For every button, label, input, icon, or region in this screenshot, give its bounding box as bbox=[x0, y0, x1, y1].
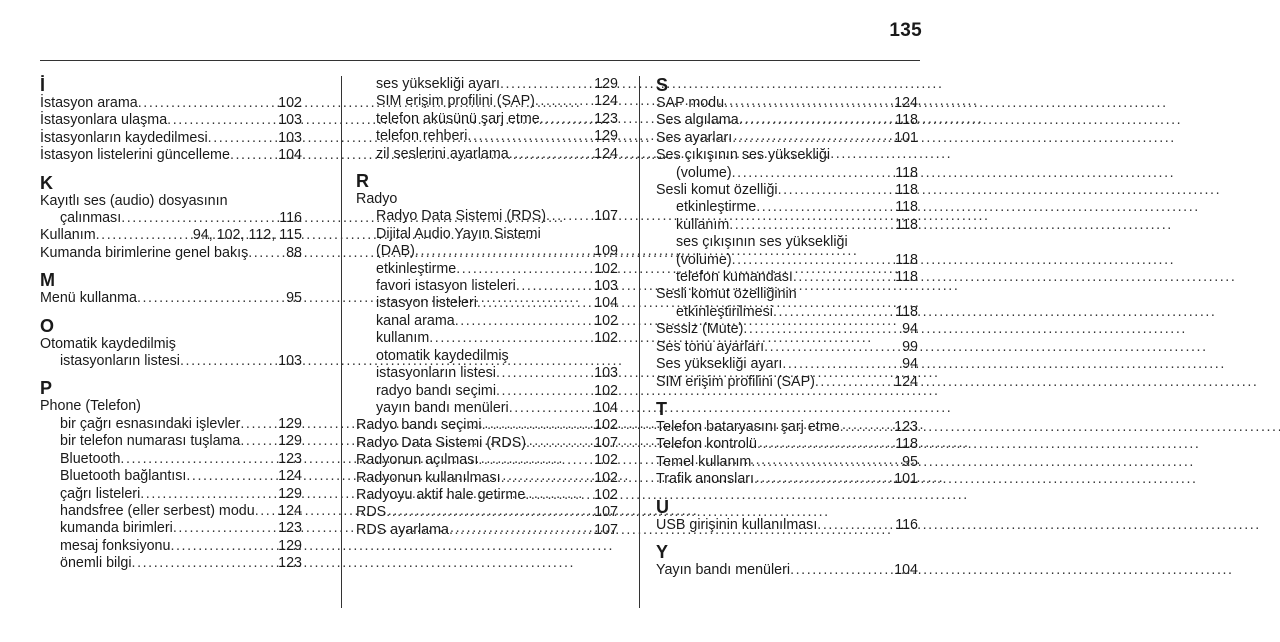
index-letter-heading: U bbox=[656, 496, 669, 517]
index-entry-term: istasyonların listesi bbox=[376, 365, 496, 382]
index-entry-term: Kumanda birimlerine genel bakış bbox=[40, 244, 249, 261]
dot-leader bbox=[132, 555, 278, 572]
index-entry bbox=[656, 217, 918, 234]
dot-leader bbox=[815, 374, 893, 391]
index-entry-term: Sesli komut özelliği bbox=[656, 182, 778, 199]
dot-leader bbox=[255, 503, 277, 520]
index-entry-heading: ses çıkışının ses yüksekliği bbox=[676, 234, 848, 251]
index-entry bbox=[656, 356, 918, 373]
index-entry bbox=[656, 182, 918, 199]
index-entry-heading: Otomatik kaydedilmiş bbox=[40, 335, 176, 352]
index-entry-term: Trafik anonsları bbox=[656, 471, 754, 488]
dot-leader bbox=[455, 313, 593, 330]
index-entry-page: 99 bbox=[902, 338, 918, 355]
index-entry-page: 102 bbox=[594, 382, 618, 399]
index-entry bbox=[356, 243, 618, 260]
dot-leader bbox=[248, 245, 285, 262]
dot-leader bbox=[386, 504, 593, 521]
dot-leader bbox=[170, 538, 277, 555]
dot-leader bbox=[230, 147, 277, 164]
dot-leader bbox=[467, 128, 593, 145]
index-entry-page: 116 bbox=[895, 516, 918, 533]
index-letter-heading: O bbox=[40, 315, 55, 336]
index-entry-page: 129 bbox=[278, 537, 302, 554]
index-entry-term: kullanım bbox=[376, 330, 430, 347]
index-entry-page: 123 bbox=[278, 555, 302, 572]
index-entry bbox=[356, 76, 618, 93]
dot-leader bbox=[756, 199, 894, 216]
index-entry-page: 129 bbox=[278, 433, 302, 450]
index-entry bbox=[40, 520, 302, 537]
index-letter-heading: M bbox=[40, 270, 55, 291]
dot-leader bbox=[793, 269, 894, 286]
dot-leader bbox=[240, 433, 277, 450]
dot-leader bbox=[449, 522, 593, 539]
index-entry bbox=[40, 130, 302, 147]
index-entry-page: 118 bbox=[895, 269, 918, 286]
index-entry-page: 102 bbox=[594, 330, 618, 347]
dot-leader bbox=[167, 112, 277, 129]
index-entry-term: Telefon bataryasını şarj etme bbox=[656, 418, 840, 435]
index-entry bbox=[356, 522, 618, 539]
index-entry-term: Radyo bandı seçimi bbox=[356, 417, 482, 434]
index-entry-page: 118 bbox=[895, 112, 918, 129]
dot-leader bbox=[500, 76, 593, 93]
index-entry bbox=[40, 555, 302, 572]
dot-leader bbox=[754, 471, 893, 488]
index-entry-page: 107 bbox=[594, 208, 618, 225]
index-entry bbox=[656, 321, 918, 338]
index-entry-page: 102 bbox=[594, 452, 618, 469]
index-letter-heading: İ bbox=[40, 75, 46, 95]
dot-leader bbox=[429, 330, 593, 347]
dot-leader bbox=[496, 365, 593, 382]
dot-leader bbox=[137, 290, 285, 307]
index-entry-page: 88 bbox=[286, 244, 302, 261]
dot-leader bbox=[739, 112, 895, 129]
index-entry-page: 109 bbox=[594, 243, 618, 260]
index-entry bbox=[656, 471, 918, 488]
index-entry bbox=[356, 470, 618, 487]
index-entry-term: zil seslerini ayarlama bbox=[376, 145, 509, 162]
index-entry-page: 102 bbox=[594, 417, 618, 434]
dot-leader bbox=[138, 95, 277, 112]
dot-leader bbox=[477, 295, 593, 312]
index-column-3 bbox=[656, 76, 918, 579]
index-entry bbox=[656, 112, 918, 129]
index-entry bbox=[40, 486, 302, 503]
index-entry bbox=[40, 451, 302, 468]
index-entry bbox=[356, 261, 618, 278]
index-entry-term: ses yüksekliği ayarı bbox=[376, 76, 500, 92]
index-entry bbox=[656, 419, 918, 436]
dot-leader bbox=[732, 165, 895, 182]
index-entry bbox=[356, 452, 618, 469]
index-entry-term: Sessiz (Mute) bbox=[656, 321, 744, 338]
index-entry-page: 118 bbox=[895, 199, 918, 216]
index-entry-term: USB girişinin kullanılması bbox=[656, 516, 818, 533]
dot-leader bbox=[732, 252, 895, 269]
index-letter-heading: S bbox=[656, 75, 669, 95]
index-entry-heading: Sesli komut özelliğinin bbox=[656, 286, 797, 303]
dot-leader bbox=[751, 454, 901, 471]
dot-leader bbox=[456, 261, 593, 278]
index-entry bbox=[656, 436, 918, 453]
index-entry-page: 129 bbox=[594, 128, 618, 145]
index-entry-heading: Radyo bbox=[356, 191, 398, 208]
index-letter-heading: P bbox=[40, 378, 53, 399]
dot-leader bbox=[482, 417, 594, 434]
index-entry bbox=[40, 147, 302, 164]
index-entry-term: telefon aküsünü şarj etme bbox=[376, 110, 540, 127]
dot-leader bbox=[121, 210, 278, 227]
index-entry-page: 101 bbox=[894, 471, 918, 488]
index-entry bbox=[656, 454, 918, 471]
index-entry bbox=[356, 365, 618, 382]
index-entry bbox=[40, 245, 302, 262]
dot-leader bbox=[757, 436, 894, 453]
dot-leader bbox=[516, 278, 593, 295]
index-entry bbox=[356, 111, 618, 128]
index-entry-term: Ses yüksekliği ayarı bbox=[656, 356, 783, 373]
index-entry-term: Radyonun kullanılması bbox=[356, 469, 501, 486]
index-entry-page: 107 bbox=[594, 504, 618, 521]
dot-leader bbox=[724, 95, 893, 112]
dot-leader bbox=[546, 208, 593, 225]
index-entry-page: 124 bbox=[894, 95, 918, 111]
index-entry-term: telefon kumandası bbox=[676, 269, 793, 286]
index-entry-heading: Ses çıkışının ses yüksekliği bbox=[656, 147, 831, 164]
index-entry-term: SAP modu bbox=[656, 95, 725, 111]
index-entry-page: 103 bbox=[594, 278, 618, 295]
dot-leader bbox=[732, 130, 893, 147]
index-entry bbox=[356, 400, 618, 417]
index-entry bbox=[656, 130, 918, 147]
dot-leader bbox=[535, 93, 593, 110]
index-entry bbox=[40, 503, 302, 520]
index-entry-page: 123 bbox=[278, 450, 302, 467]
index-entry-term: Radyonun açılması bbox=[356, 452, 479, 469]
index-entry bbox=[656, 165, 918, 182]
index-entry-page: 104 bbox=[278, 147, 302, 164]
index-entry-term: istasyon listeleri bbox=[376, 295, 477, 312]
dot-leader bbox=[501, 470, 594, 487]
index-entry-page: 102 bbox=[594, 312, 618, 329]
index-entry-page: 103 bbox=[278, 353, 302, 370]
index-entry bbox=[656, 374, 918, 391]
index-entry-term: SIM erişim profilini (SAP) bbox=[376, 93, 535, 110]
index-entry-term: Bluetooth bbox=[60, 450, 121, 467]
index-entry-page: 102 bbox=[278, 95, 302, 111]
index-entry-page: 129 bbox=[594, 76, 618, 92]
index-column-1 bbox=[40, 76, 302, 573]
header-rule bbox=[40, 60, 920, 61]
index-entry-term: yayın bandı menüleri bbox=[376, 399, 509, 416]
index-entry-term: İstasyon listelerini güncelleme bbox=[40, 147, 230, 164]
column-separator bbox=[639, 76, 640, 608]
dot-leader bbox=[729, 217, 894, 234]
dot-leader bbox=[778, 182, 895, 199]
index-entry-term: çağrı listeleri bbox=[60, 485, 141, 502]
dot-leader bbox=[840, 419, 894, 436]
index-entry-page: 94, 102, 112, 115 bbox=[192, 227, 302, 244]
index-entry-term: çalınması bbox=[60, 210, 122, 227]
index-entry-term: bir çağrı esnasındaki işlevler bbox=[60, 415, 241, 432]
index-column-2 bbox=[356, 76, 618, 539]
dot-leader bbox=[96, 227, 192, 244]
index-entry bbox=[356, 146, 618, 163]
index-entry bbox=[40, 290, 302, 307]
index-entry-page: 102 bbox=[594, 260, 618, 277]
index-entry-page: 123 bbox=[278, 520, 302, 537]
dot-leader bbox=[240, 416, 277, 433]
index-entry-term: favori istasyon listeleri bbox=[376, 278, 516, 295]
index-entry bbox=[356, 383, 618, 400]
index-entry-heading: Phone (Telefon) bbox=[40, 398, 141, 415]
index-entry-page: 94 bbox=[902, 321, 918, 338]
index-entry bbox=[40, 416, 302, 433]
index-entry bbox=[356, 93, 618, 110]
index-entry-term: etkinleştirme bbox=[676, 199, 757, 216]
index-entry-term: radyo bandı seçimi bbox=[376, 382, 496, 399]
index-entry bbox=[40, 433, 302, 450]
index-entry bbox=[356, 330, 618, 347]
index-entry bbox=[356, 313, 618, 330]
index-entry bbox=[356, 295, 618, 312]
index-entry bbox=[656, 252, 918, 269]
index-entry-page: 103 bbox=[278, 112, 302, 129]
index-entry-page: 124 bbox=[594, 93, 618, 110]
index-entry-term: Telefon kontrolü bbox=[656, 436, 757, 453]
index-entry-page: 94 bbox=[902, 356, 918, 373]
index-entry bbox=[356, 208, 618, 225]
index-entry-page: 104 bbox=[594, 295, 618, 312]
index-entry-term: Menü kullanma bbox=[40, 290, 137, 307]
index-entry-term: Ses algılama bbox=[656, 112, 739, 129]
index-entry-page: 129 bbox=[278, 415, 302, 432]
index-letter-heading: T bbox=[656, 398, 667, 419]
index-entry-page: 95 bbox=[902, 453, 918, 470]
index-entry-page: 118 bbox=[895, 251, 918, 268]
dot-leader bbox=[817, 517, 894, 534]
index-entry-heading: Kayıtlı ses (audio) dosyasının bbox=[40, 192, 228, 209]
index-entry-page: 102 bbox=[594, 469, 618, 486]
dot-leader bbox=[186, 468, 277, 485]
index-entry-term: (DAB) bbox=[376, 243, 415, 260]
index-entry-page: 101 bbox=[894, 129, 918, 146]
dot-leader bbox=[509, 146, 593, 163]
index-entry-term: İstasyonların kaydedilmesi bbox=[40, 129, 208, 146]
index-entry-term: İstasyon arama bbox=[40, 95, 138, 111]
index-entry bbox=[40, 112, 302, 129]
dot-leader bbox=[140, 486, 277, 503]
index-entry-page: 124 bbox=[278, 468, 302, 485]
index-entry-term: Ses ayarları bbox=[656, 129, 733, 146]
index-entry bbox=[656, 95, 918, 112]
index-entry-heading: otomatik kaydedilmiş bbox=[376, 347, 509, 364]
dot-leader bbox=[478, 452, 593, 469]
dot-leader bbox=[540, 111, 593, 128]
column-separator bbox=[341, 76, 342, 608]
dot-leader bbox=[496, 383, 593, 400]
index-entry bbox=[656, 199, 918, 216]
dot-leader bbox=[415, 243, 593, 260]
index-entry-page: 116 bbox=[279, 210, 302, 227]
index-entry-page: 104 bbox=[594, 399, 618, 416]
index-entry-term: Yayın bandı menüleri bbox=[656, 561, 791, 578]
index-entry-page: 118 bbox=[895, 182, 918, 199]
index-entry-heading: Dijital Audio Yayın Sistemi bbox=[376, 225, 541, 242]
index-entry-term: (volume) bbox=[676, 164, 732, 181]
index-entry-page: 107 bbox=[594, 521, 618, 538]
index-entry-page: 104 bbox=[894, 561, 918, 578]
index-entry-page: 124 bbox=[278, 502, 302, 519]
index-entry-term: istasyonların listesi bbox=[60, 353, 180, 370]
index-entry-term: Radyo Data Sistemi (RDS) bbox=[356, 434, 527, 451]
page-number: 135 bbox=[889, 20, 922, 41]
index-entry-page: 95 bbox=[286, 290, 302, 307]
index-entry-page: 103 bbox=[594, 365, 618, 382]
index-entry bbox=[356, 128, 618, 145]
index-letter-heading: K bbox=[40, 172, 53, 193]
index-entry-term: RDS ayarlama bbox=[356, 521, 449, 538]
index-entry-page: 124 bbox=[894, 373, 918, 390]
index-entry-term: kanal arama bbox=[376, 312, 455, 329]
index-entry bbox=[356, 417, 618, 434]
index-entry-term: Radyo Data Sistemi (RDS) bbox=[376, 208, 547, 225]
index-entry bbox=[356, 435, 618, 452]
dot-leader bbox=[120, 451, 277, 468]
index-entry bbox=[356, 278, 618, 295]
index-entry-page: 102 bbox=[594, 486, 618, 503]
index-entry-page: 118 bbox=[895, 436, 918, 453]
index-entry-term: etkinleştirme bbox=[376, 260, 457, 277]
dot-leader bbox=[525, 487, 593, 504]
index-entry-term: Bluetooth bağlantısı bbox=[60, 468, 187, 485]
index-entry bbox=[656, 304, 918, 321]
index-entry-term: önemli bilgi bbox=[60, 555, 132, 572]
index-entry-page: 118 bbox=[895, 216, 918, 233]
index-entry-term: mesaj fonksiyonu bbox=[60, 537, 171, 554]
dot-leader bbox=[208, 130, 277, 147]
dot-leader bbox=[773, 304, 894, 321]
index-entry bbox=[40, 538, 302, 555]
index-entry-page: 103 bbox=[278, 129, 302, 146]
index-entry bbox=[356, 504, 618, 521]
index-entry bbox=[356, 487, 618, 504]
index-entry bbox=[656, 562, 918, 579]
index-entry-term: RDS bbox=[356, 504, 387, 521]
index-entry bbox=[40, 210, 302, 227]
index-letter-heading: Y bbox=[656, 541, 669, 562]
index-entry-term: Temel kullanım bbox=[656, 453, 752, 470]
index-entry-term: Radyoyu aktif hale getirme bbox=[356, 486, 526, 503]
index-entry-term: Kullanım bbox=[40, 227, 96, 244]
index-entry-page: 118 bbox=[895, 303, 918, 320]
index-entry-term: (volume) bbox=[676, 251, 732, 268]
dot-leader bbox=[180, 353, 277, 370]
index-entry-page: 107 bbox=[594, 434, 618, 451]
index-entry-page: 123 bbox=[894, 418, 918, 435]
index-entry-term: SIM erişim profilini (SAP) bbox=[656, 373, 815, 390]
index-entry bbox=[40, 468, 302, 485]
index-entry-page: 123 bbox=[594, 110, 618, 127]
index-entry-term: İstasyonlara ulaşma bbox=[40, 112, 168, 129]
dot-leader bbox=[764, 339, 901, 356]
index-entry-page: 118 bbox=[895, 164, 918, 181]
index-entry-term: handsfree (eller serbest) modu bbox=[60, 502, 255, 519]
dot-leader bbox=[790, 562, 893, 579]
dot-leader bbox=[782, 356, 901, 373]
index-entry bbox=[40, 227, 302, 244]
index-entry-term: kullanım bbox=[676, 216, 730, 233]
index-entry-page: 124 bbox=[594, 145, 618, 162]
index-entry-page: 129 bbox=[278, 485, 302, 502]
index-entry-term: telefon rehberi bbox=[376, 128, 468, 145]
dot-leader bbox=[526, 435, 593, 452]
dot-leader bbox=[173, 520, 277, 537]
index-entry bbox=[40, 95, 302, 112]
index-entry-term: bir telefon numarası tuşlama bbox=[60, 433, 241, 450]
dot-leader bbox=[509, 400, 593, 417]
index-entry bbox=[656, 517, 918, 534]
index-entry bbox=[656, 269, 918, 286]
index-letter-heading: R bbox=[356, 171, 369, 192]
index-entry-term: etkinleştirilmesi bbox=[676, 303, 773, 320]
dot-leader bbox=[743, 321, 901, 338]
index-entry bbox=[40, 353, 302, 370]
index-entry bbox=[656, 339, 918, 356]
index-entry-term: Ses tonu ayarları bbox=[656, 338, 765, 355]
index-entry-term: kumanda birimleri bbox=[60, 520, 173, 537]
